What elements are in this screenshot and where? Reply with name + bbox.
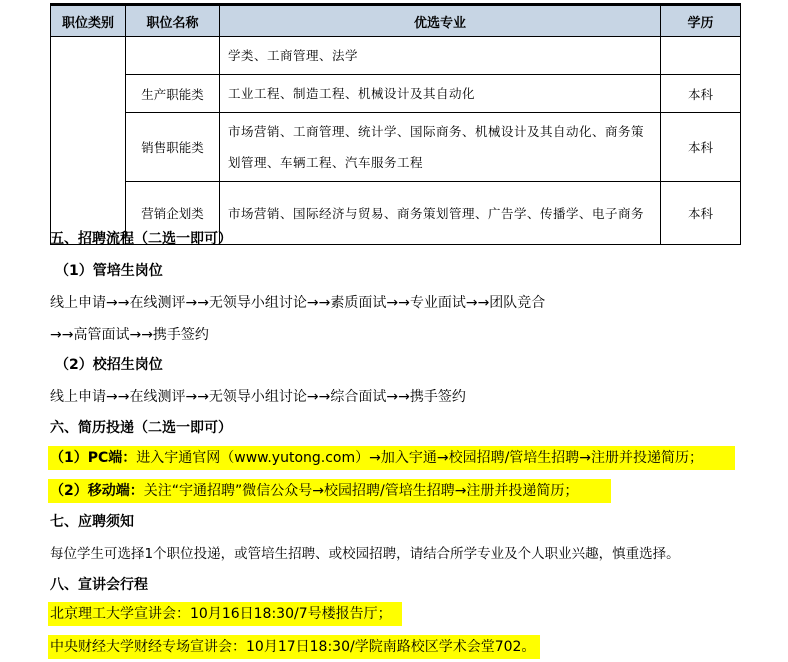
table-header-row xyxy=(51,5,741,37)
edu-cell: 本科 xyxy=(661,75,741,113)
name-cell: 销售职能类 xyxy=(126,113,220,182)
name-cell xyxy=(126,37,220,75)
header-major: 优选专业 xyxy=(220,5,661,37)
mgmt-flow-line-1: 线上申请→→在线测评→→无领导小组讨论→→素质面试→→专业面试→→团队竞合 xyxy=(50,295,546,311)
pc-label: （1）PC端： xyxy=(50,450,137,466)
mgmt-flow-line-2: →→高管面试→→携手签约 xyxy=(50,327,209,343)
schedule-heading: 八、宣讲会行程 xyxy=(50,577,148,593)
notice-heading: 七、应聘须知 xyxy=(50,514,134,530)
campus-heading: （2）校招生岗位 xyxy=(55,357,163,373)
table-row xyxy=(51,37,741,75)
category-cell xyxy=(51,37,126,245)
resume-heading: 六、简历投递（二选一即可） xyxy=(50,420,232,436)
table-row xyxy=(51,113,741,182)
mobile-label: （2）移动端： xyxy=(50,483,144,499)
major-cell: 工业工程、制造工程、机械设计及其自动化 xyxy=(220,75,661,113)
name-cell: 生产职能类 xyxy=(126,75,220,113)
table-row xyxy=(51,75,741,113)
mgmt-heading: （1）管培生岗位 xyxy=(55,263,163,279)
header-category: 职位类别 xyxy=(51,5,126,37)
edu-cell: 本科 xyxy=(661,182,741,245)
job-table xyxy=(50,3,741,245)
major-cell: 学类、工商管理、法学 xyxy=(220,37,661,75)
schedule-line-1: 北京理工大学宣讲会：10月16日18:30/7号楼报告厅； xyxy=(50,606,392,622)
mobile-line xyxy=(50,480,578,502)
major-cell: 市场营销、工商管理、统计学、国际商务、机械设计及其自动化、商务策划管理、车辆工程、汽车服务工程 xyxy=(220,113,661,182)
campus-flow: 线上申请→→在线测评→→无领导小组讨论→→综合面试→→携手签约 xyxy=(50,389,466,405)
notice-text: 每位学生可选择1个职位投递，或管培生招聘、或校园招聘，请结合所学专业及个人职业兴趣，慎重选择。 xyxy=(50,546,680,562)
pc-text: 进入宇通官网（www.yutong.com）→加入宇通→校园招聘/管培生招聘→注册并投递简历； xyxy=(136,450,704,466)
name-cell: 营销企划类 xyxy=(126,182,220,245)
pc-line xyxy=(50,447,703,469)
major-cell: 市场营销、国际经济与贸易、商务策划管理、广告学、传播学、电子商务 xyxy=(220,182,661,245)
header-education: 学历 xyxy=(661,5,741,37)
process-heading: 五、招聘流程（二选一即可） xyxy=(50,231,232,247)
edu-cell: 本科 xyxy=(661,113,741,182)
schedule-line-2: 中央财经大学财经专场宣讲会：10月17日18:30/学院南路校区学术会堂702。 xyxy=(50,639,536,655)
header-name: 职位名称 xyxy=(126,5,220,37)
edu-cell xyxy=(661,37,741,75)
mobile-text: 关注“宇通招聘”微信公众号→校园招聘/管培生招聘→注册并投递简历； xyxy=(143,483,579,499)
